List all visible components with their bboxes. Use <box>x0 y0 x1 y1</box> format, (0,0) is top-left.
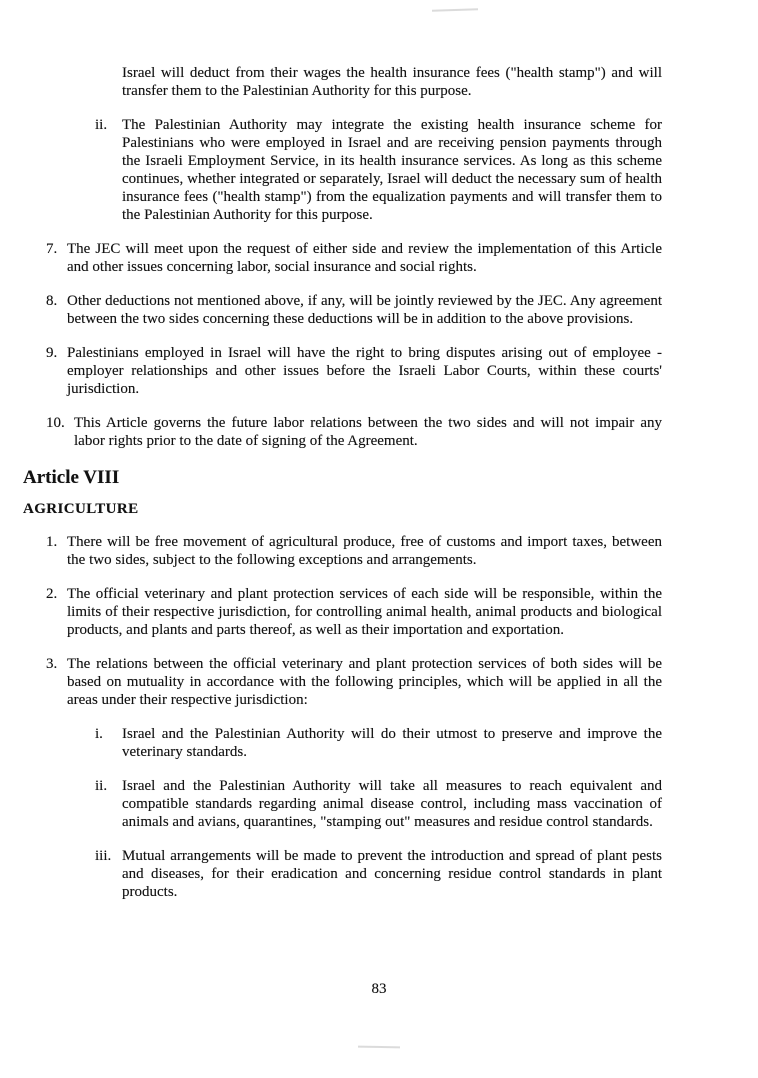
list-item-label: iii. <box>95 848 112 864</box>
list-item-label: 7. <box>46 241 58 257</box>
list-item-roman-iii-agriculture <box>95 847 662 901</box>
section-heading-agriculture: AGRICULTURE <box>23 501 139 517</box>
list-item-roman-i-agriculture <box>95 725 662 761</box>
list-item-label: ii. <box>95 117 108 133</box>
list-item-label: 10. <box>46 415 65 431</box>
list-item-text: The Palestinian Authority may integrate the existing health insurance scheme for Palestinians who were employed in Israel and are receiving pension payments through the Israeli Employment Service, in its health insurance services. As long as this scheme continues, whether integrated or separately, Israel will deduct the necessary sum of health insurance fees ("health stamp") from the equalization payments and will transfer them to the Palestinian Authority for this purpose. <box>122 117 662 223</box>
list-item-10 <box>46 414 662 450</box>
page-number: 83 <box>371 981 387 997</box>
list-item-text: The official veterinary and plant protection services of each side will be responsible, within the limits of their respective jurisdiction, for controlling animal health, animal products and biological products, and plants and parts thereof, as well as their importation and exportation. <box>67 586 662 638</box>
list-item-text: Israel and the Palestinian Authority will do their utmost to preserve and improve the veterinary standards. <box>122 726 662 760</box>
list-item-text: The relations between the official veterinary and plant protection services of both sides will be based on mutuality in accordance with the following principles, which will be applied in all the areas under their respective jurisdiction: <box>67 656 662 708</box>
scan-artifact-bottom <box>358 1046 400 1049</box>
list-item-8 <box>46 292 662 328</box>
list-item-text: Palestinians employed in Israel will have the right to bring disputes arising out of employee - employer relationships and other issues before the Israeli Labor Courts, within these courts' jurisdiction. <box>67 345 662 397</box>
list-item-text: Israel and the Palestinian Authority will take all measures to reach equivalent and compatible standards regarding animal disease control, including mass vaccination of animals and avians, quarantines, "stamping out" measures and residue control standards. <box>122 778 662 830</box>
list-item-9 <box>46 344 662 398</box>
list-item-text: The JEC will meet upon the request of either side and review the implementation of this Article and other issues concerning labor, social insurance and social rights. <box>67 241 662 275</box>
list-item-2 <box>46 585 662 639</box>
list-item-roman-ii-labor <box>95 116 662 224</box>
article-heading: Article VIII <box>23 467 120 488</box>
list-item-label: 3. <box>46 656 58 672</box>
list-item-7 <box>46 240 662 276</box>
list-item-label: ii. <box>95 778 108 794</box>
list-item-roman-ii-agriculture <box>95 777 662 831</box>
list-item-label: 8. <box>46 293 58 309</box>
list-item-label: 9. <box>46 345 58 361</box>
list-item-1 <box>46 533 662 569</box>
paragraph-health-stamp-continuation: Israel will deduct from their wages the health insurance fees ("health stamp") and will transfer them to the Palestinian Authority for this purpose. <box>122 65 662 99</box>
list-item-label: 1. <box>46 534 58 550</box>
list-item-3 <box>46 655 662 709</box>
list-item-text: This Article governs the future labor relations between the two sides and will not impair any labor rights prior to the date of signing of the Agreement. <box>74 415 662 449</box>
list-item-label: 2. <box>46 586 58 602</box>
list-item-label: i. <box>95 726 103 742</box>
list-item-text: There will be free movement of agricultural produce, free of customs and import taxes, between the two sides, subject to the following exceptions and arrangements. <box>67 534 662 568</box>
list-item-text: Other deductions not mentioned above, if any, will be jointly reviewed by the JEC. Any agreement between the two sides concerning these deductions will be in addition to the above provisions. <box>67 293 662 327</box>
list-item-text: Mutual arrangements will be made to prevent the introduction and spread of plant pests and diseases, for their eradication and concerning residue control standards in plant products. <box>122 848 662 900</box>
